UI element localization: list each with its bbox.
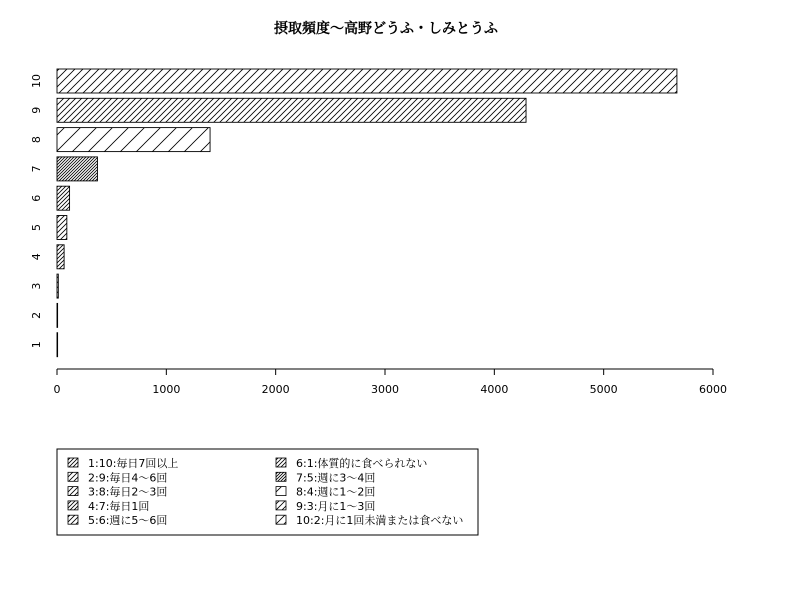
- y-axis: [30, 74, 43, 348]
- legend-entry: 9:3:月に1〜3回: [296, 499, 376, 513]
- x-tick-label: 2000: [261, 383, 290, 396]
- bar-4: [57, 245, 64, 269]
- y-tick-label: 3: [30, 282, 43, 290]
- legend-entry: 5:6:週に5〜6回: [88, 514, 168, 528]
- legend-swatch: [276, 501, 286, 510]
- legend-swatch: [68, 515, 78, 524]
- legend-entry: 6:1:体質的に食べられない: [296, 457, 428, 470]
- legend-swatch: [276, 515, 286, 524]
- bar-5: [57, 216, 67, 240]
- y-tick-label: 2: [30, 311, 43, 319]
- y-tick-label: 4: [30, 253, 43, 261]
- legend-swatch: [276, 472, 286, 481]
- bar-9: [57, 98, 526, 122]
- legend-swatch: [68, 472, 78, 481]
- bar-10: [57, 69, 677, 93]
- y-tick-label: 10: [30, 74, 43, 88]
- y-tick-label: 5: [30, 224, 43, 231]
- y-tick-label: 9: [30, 106, 43, 114]
- x-axis: [54, 369, 728, 396]
- bars-group: [57, 69, 677, 357]
- legend-swatch: [68, 501, 78, 510]
- legend: [57, 449, 478, 535]
- legend-entry: 7:5:週に3〜4回: [296, 471, 376, 485]
- y-tick-label: 7: [30, 165, 43, 173]
- x-tick-label: 5000: [589, 383, 618, 396]
- x-tick-label: 1000: [152, 383, 181, 396]
- x-tick-label: 3000: [371, 383, 399, 396]
- x-tick-label: 6000: [699, 383, 727, 396]
- legend-swatch: [68, 458, 78, 467]
- legend-swatch: [276, 458, 286, 467]
- bar-6: [57, 186, 70, 210]
- legend-entry: 3:8:毎日2〜3回: [88, 485, 168, 499]
- x-tick-label: 4000: [480, 383, 509, 396]
- legend-entry: 10:2:月に1回未満または食べない: [296, 514, 464, 528]
- x-tick-label: 0: [53, 383, 61, 396]
- legend-entry: 2:9:毎日4〜6回: [88, 471, 168, 485]
- legend-entry: 4:7:毎日1回: [88, 499, 150, 513]
- legend-swatch: [68, 487, 78, 496]
- legend-entry: 8:4:週に1〜2回: [296, 485, 376, 499]
- y-tick-label: 8: [30, 136, 43, 144]
- bar-1: [57, 333, 58, 357]
- bar-7: [57, 157, 97, 181]
- bar-8: [57, 128, 210, 152]
- legend-swatch: [276, 487, 286, 496]
- chart-title: 摂取頻度〜高野どうふ・しみとうふ: [274, 21, 498, 37]
- legend-entry: 1:10:毎日7回以上: [88, 457, 179, 470]
- y-tick-label: 6: [30, 194, 43, 202]
- bar-3: [57, 274, 58, 298]
- bar-2: [57, 303, 58, 327]
- y-tick-label: 1: [30, 341, 43, 349]
